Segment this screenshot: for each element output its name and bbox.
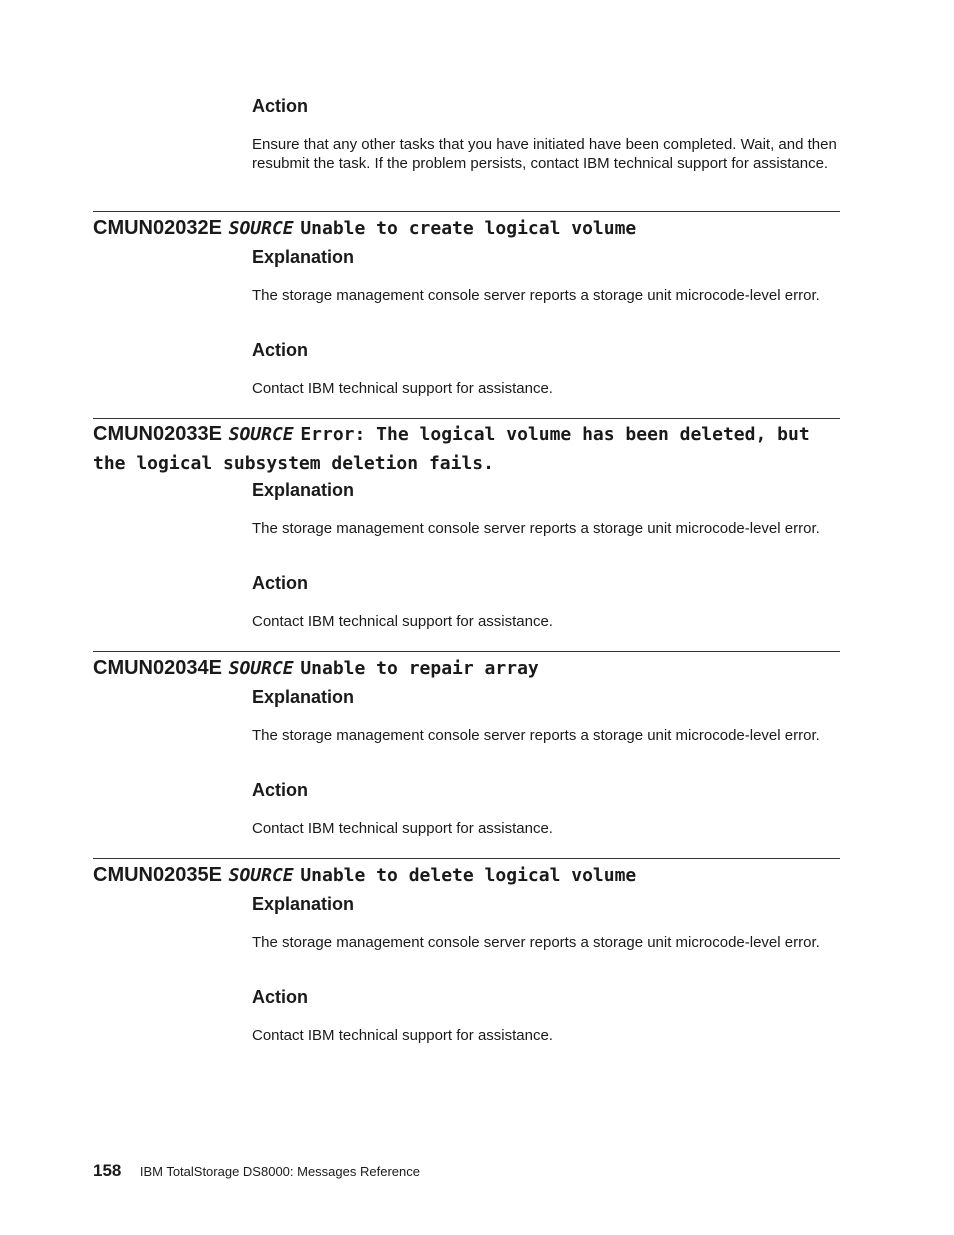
explanation-text: The storage management console server reports a storage unit microcode-level error. bbox=[252, 287, 820, 304]
message-source: SOURCE bbox=[228, 218, 294, 239]
message-title-cmun02033e bbox=[93, 419, 843, 477]
action-text: Contact IBM technical support for assistance. bbox=[252, 380, 553, 397]
action-heading: Action bbox=[252, 96, 308, 116]
explanation-heading: Explanation bbox=[252, 480, 355, 500]
section-divider bbox=[93, 858, 840, 859]
message-id: CMUN02033E bbox=[93, 423, 222, 445]
message-text: Error: The logical volume has been deleted, but bbox=[300, 424, 810, 445]
message-source: SOURCE bbox=[228, 865, 294, 886]
book-title: IBM TotalStorage DS8000: Messages Reference bbox=[139, 1164, 420, 1179]
message-title-cmun02035e bbox=[93, 860, 843, 889]
message-title-cmun02032e bbox=[93, 213, 843, 242]
explanation-text: The storage management console server reports a storage unit microcode-level error. bbox=[252, 934, 820, 951]
message-text-continued: the logical subsystem deletion fails. bbox=[93, 453, 494, 474]
action-heading: Action bbox=[252, 780, 308, 800]
explanation-heading: Explanation bbox=[252, 687, 355, 707]
action-text: Contact IBM technical support for assistance. bbox=[252, 820, 553, 837]
message-id: CMUN02034E bbox=[93, 657, 222, 679]
message-id: CMUN02035E bbox=[93, 864, 222, 886]
action-heading: Action bbox=[252, 340, 308, 360]
action-heading: Action bbox=[252, 987, 308, 1007]
message-text: Unable to repair array bbox=[300, 658, 539, 679]
message-text: Unable to delete logical volume bbox=[300, 865, 637, 886]
page-footer bbox=[93, 1161, 420, 1181]
message-source: SOURCE bbox=[228, 658, 294, 679]
action-text: Ensure that any other tasks that you have initiated have been completed. Wait, and then resubmit the task. If the problem persists, contact IBM technical support for assistance. bbox=[252, 136, 837, 172]
action-text: Contact IBM technical support for assistance. bbox=[252, 613, 553, 630]
message-source: SOURCE bbox=[228, 424, 294, 445]
message-id: CMUN02032E bbox=[93, 217, 222, 239]
action-text: Contact IBM technical support for assistance. bbox=[252, 1027, 553, 1044]
explanation-text: The storage management console server reports a storage unit microcode-level error. bbox=[252, 520, 820, 537]
explanation-heading: Explanation bbox=[252, 247, 355, 267]
section-divider bbox=[93, 651, 840, 652]
page-number: 158 bbox=[93, 1161, 122, 1180]
message-title-cmun02034e bbox=[93, 653, 843, 682]
explanation-heading: Explanation bbox=[252, 894, 355, 914]
message-text: Unable to create logical volume bbox=[300, 218, 637, 239]
explanation-text: The storage management console server reports a storage unit microcode-level error. bbox=[252, 727, 820, 744]
section-divider bbox=[93, 211, 840, 212]
action-heading: Action bbox=[252, 573, 308, 593]
